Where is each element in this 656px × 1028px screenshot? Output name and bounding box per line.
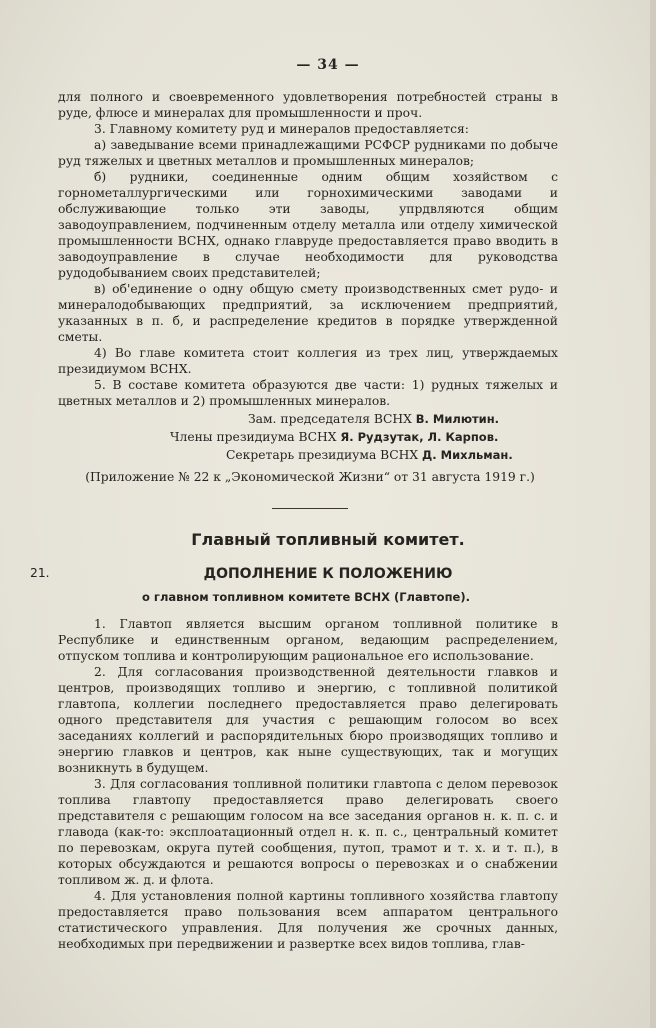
body-text-block	[58, 616, 558, 952]
page-edge	[650, 0, 656, 1028]
signature-name: В. Милютин.	[415, 412, 500, 426]
paragraph: для полного и своевременного удовлетворения потребностей страны в руде, флюсе и минералах для промышленности и проч.	[58, 90, 558, 120]
signature-name: Л. Карпов.	[427, 430, 499, 444]
section-heading: Главный топливный комитет.	[191, 530, 465, 549]
signature-line-deputy	[248, 412, 499, 426]
signature-role: Члены президиума ВСНХ	[170, 430, 337, 444]
paragraph: 3. Для согласования топливной политики главтопа с делом перевозок топлива главтопу предоставляется право делегировать своего представителя с решающим голосом на все заседания органов н. к. п. с. и главода (как-то: эксплоатационный отдел н. к. п. с., центральный комитет по перевозкам, округа путей сообщения, путоп, трамот и т. х. и т. п.), в которых обсуждаются и решаются вопросы о перевозках и о снабжении топливом ж. д. и флота.	[58, 777, 558, 887]
signature-role: Секретарь президиума ВСНХ	[226, 448, 419, 462]
paragraph: 1. Главтоп является высшим органом топливной политике в Республике и единственным органом, ведающим распределением, отпуском топлива и контролирующим рациональное его использование.	[58, 617, 558, 663]
paragraph: 2. Для согласования производственной деятельности главков и центров, производящих топливо и энергию, с топливной политикой главтопа, коллегии последнего предоставляется право делегировать одного представителя для участия с решающим голосом во всех заседаниях коллегий и распорядительных бюро производящих топливо и энергию главков и центров, как ныне существующих, так и могущих возникнуть в будущем.	[58, 665, 558, 775]
signature-line-members	[170, 430, 498, 444]
paragraph: 4) Во главе комитета стоит коллегия из трех лиц, утверждаемых президиумом ВСНХ.	[58, 346, 558, 376]
page-number: — 34 —	[296, 57, 360, 73]
signature-line-secretary	[226, 448, 513, 462]
document-title: ДОПОЛНЕНИЕ К ПОЛОЖЕНИЮ	[203, 566, 453, 582]
appendix-note: (Приложение № 22 к „Экономической Жизни“ от 31 августа 1919 г.)	[85, 470, 535, 484]
paragraph: в) об'единение о одну общую смету производственных смет рудо- и минералодобывающих предприятий, за исключением предприятий, указанных в п. б, и распределение кредитов в порядке утвержденной сметы.	[58, 282, 558, 344]
signature-name: Д. Михльман.	[422, 448, 513, 462]
signature-role: Зам. председателя ВСНХ	[248, 412, 412, 426]
paragraph: 4. Для установления полной картины топливного хозяйства главтопу предоставляется право пользования всем аппаратом центрального статистического управления. Для получения же срочных данных, необходимых при передвижении и развертке всех видов топлива, глав-	[58, 889, 558, 951]
paragraph: 5. В составе комитета образуются две части: 1) рудных тяжелых и цветных металлов и 2) промышленных минералов.	[58, 378, 558, 408]
document-subtitle: о главном топливном комитете ВСНХ (Главтопе).	[142, 590, 470, 604]
section-divider	[272, 508, 348, 509]
paragraph: б) рудники, соединенные одним общим хозяйством с горнометаллургическими или горнохимическими заводами и обслуживающие только эти заводы, упрдвляются общим заводоуправлением, подчиненным отделу металла или отделу химической промышленности ВСНХ, однако главруде предоставляется право вводить в заводоуправление в случае необходимости для руководства рудодобыванием своих представителей;	[58, 170, 558, 280]
signature-name: Я. Рудзутак,	[340, 430, 424, 444]
paragraph: а) заведывание всеми принадлежащими РСФСР рудниками по добыче руд тяжелых и цветных металлов и промышленных минералов;	[58, 138, 558, 168]
paragraph: 3. Главному комитету руд и минералов предоставляется:	[94, 122, 469, 136]
top-text-block	[58, 89, 558, 409]
margin-number: 21.	[30, 566, 50, 580]
